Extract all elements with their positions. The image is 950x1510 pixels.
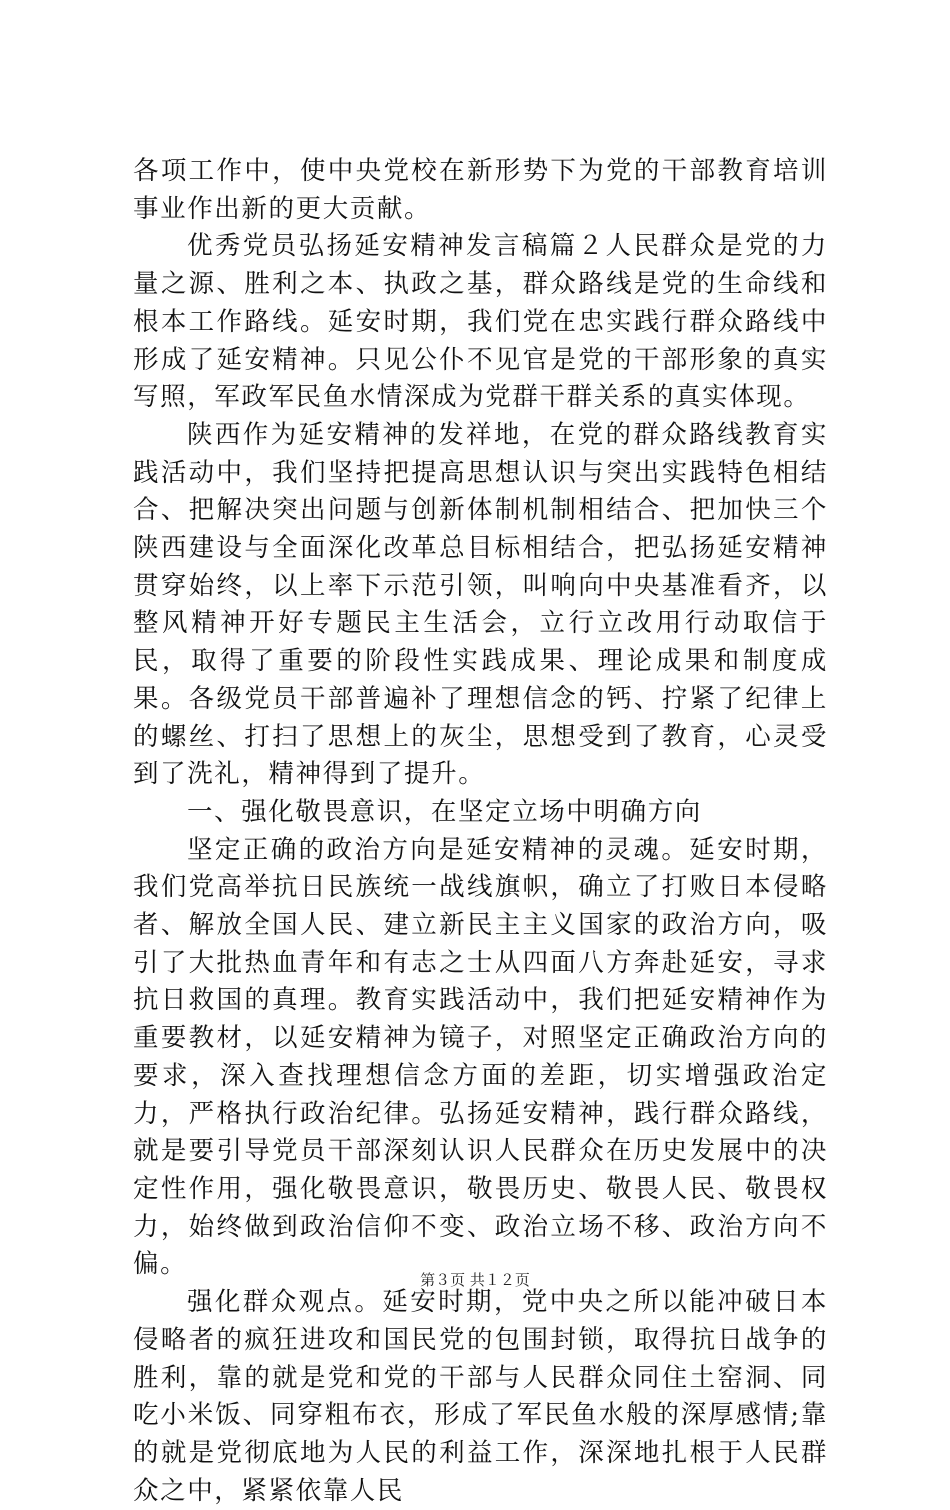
paragraph-4: 坚定正确的政治方向是延安精神的灵魂。延安时期，我们党高举抗日民族统一战线旗帜，确立了打败日本侵略者、解放全国人民、建立新民主主义国家的政治方向，吸引了大批热血青年和有志之士从四面八方奔赴延安，寻求抗日救国的真理。教育实践活动中，我们把延安精神作为重要教材，以延安精神为镜子，对照坚定正确政治方向的要求，深入查找理想信念方面的差距，切实增强政治定力，严格执行政治纪律。弘扬延安精神，践行群众路线，就是要引导党员干部深刻认识人民群众在历史发展中的决定性作用，强化敬畏意识，敬畏历史、敬畏人民、敬畏权力，始终做到政治信仰不变、政治立场不移、政治方向不偏。 (133, 834, 828, 1280)
section-heading: 一、强化敬畏意识，在坚定立场中明确方向 (187, 796, 702, 827)
paragraph-1: 各项工作中，使中央党校在新形势下为党的干部教育培训事业作出新的更大贡献。 (133, 156, 828, 224)
paragraph-2: 优秀党员弘扬延安精神发言稿篇２人民群众是党的力量之源、胜利之本、执政之基，群众路线是党的生命线和根本工作路线。延安时期，我们党在忠实践行群众路线中形成了延安精神。只见公仆不见官是党的干部形象的真实写照，军政军民鱼水情深成为党群干群关系的真实体现。 (133, 231, 828, 413)
document-body (133, 153, 828, 1510)
paragraph-3: 陕西作为延安精神的发祥地，在党的群众路线教育实践活动中，我们坚持把提高思想认识与突出实践特色相结合、把解决突出问题与创新体制机制相结合、把加快三个陕西建设与全面深化改革总目标相结合，把弘扬延安精神贯穿始终，以上率下示范引领，叫响向中央基准看齐，以整风精神开好专题民主生活会，立行立改用行动取信于民，取得了重要的阶段性实践成果、理论成果和制度成果。各级党员干部普遍补了理想信念的钙、拧紧了纪律上的螺丝、打扫了思想上的灰尘，思想受到了教育，心灵受到了洗礼，精神得到了提升。 (133, 419, 828, 790)
page-number-footer: 第３页 共１２页 (420, 1271, 530, 1289)
paragraph-5: 强化群众观点。延安时期，党中央之所以能冲破日本侵略者的疯狂进攻和国民党的包围封锁，取得抗日战争的胜利，靠的就是党和党的干部与人民群众同住土窑洞、同吃小米饭、同穿粗布衣，形成了军民鱼水般的深厚感情;靠的就是党彻底地为人民的利益工作，深深地扎根于人民群众之中，紧紧依靠人民 (133, 1287, 828, 1506)
